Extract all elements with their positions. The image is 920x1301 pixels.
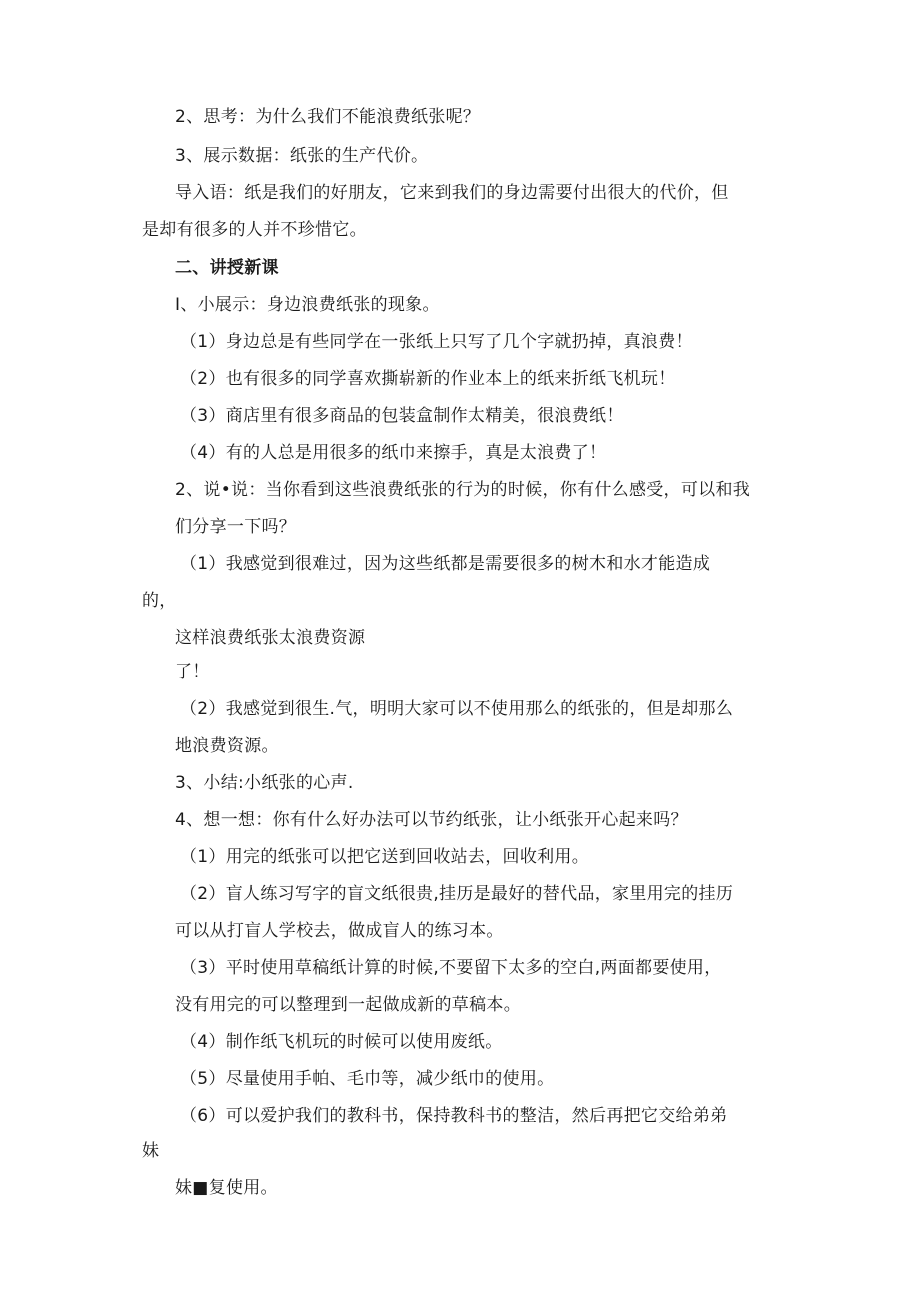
text-line-intro-1: 导入语：纸是我们的好朋友，它来到我们的身边需要付出很大的代价，但 xyxy=(175,183,729,203)
text-line-talk-1: 2、说•说：当你看到这些浪费纸张的行为的时候，你有什么感受，可以和我 xyxy=(175,480,751,500)
idea-6-line-2: 妹 xyxy=(142,1141,160,1161)
text-line-think: 2、思考：为什么我们不能浪费纸张呢？ xyxy=(175,107,481,127)
idea-3-line-2: 没有用完的可以整理到一起做成新的草稿本。 xyxy=(175,995,521,1015)
list-item-2: （2）也有很多的同学喜欢撕崭新的作业本上的纸来折纸飞机玩！ xyxy=(180,369,676,389)
idea-1: （1）用完的纸张可以把它送到回收站去，回收利用。 xyxy=(180,847,590,867)
idea-2-line-2: 可以从打盲人学校去，做成盲人的练习本。 xyxy=(175,921,504,941)
answer-1-line-3: 这样浪费纸张太浪费资源 xyxy=(175,628,366,648)
text-line-intro-2: 是却有很多的人并不珍惜它。 xyxy=(142,220,367,240)
answer-1-line-1: （1）我感觉到很难过，因为这些纸都是需要很多的树木和水才能造成 xyxy=(180,554,711,574)
answer-1-line-2: 的， xyxy=(142,591,177,611)
section-heading: 二、讲授新课 xyxy=(175,258,279,278)
text-line-talk-2: 们分享一下吗？ xyxy=(175,517,297,537)
text-line-data: 3、展示数据：纸张的生产代价。 xyxy=(175,146,429,166)
answer-1-line-4: 了！ xyxy=(175,662,210,682)
idea-2-line-1: （2）盲人练习写字的盲文纸很贵,挂历是最好的替代品，家里用完的挂历 xyxy=(180,884,734,904)
text-line-show: I、小展示：身边浪费纸张的现象。 xyxy=(175,295,440,315)
idea-4: （4）制作纸飞机玩的时候可以使用废纸。 xyxy=(180,1032,503,1052)
answer-2-line-1: （2）我感觉到很生.气，明明大家可以不使用那么的纸张的，但是却那么 xyxy=(180,699,734,719)
idea-6-line-1: （6）可以爱护我们的教科书，保持教科书的整洁，然后再把它交给弟弟 xyxy=(180,1106,728,1126)
text-line-summary: 3、小结:小纸张的心声. xyxy=(175,773,354,793)
idea-6-line-3: 妹■复使用。 xyxy=(175,1178,278,1198)
list-item-4: （4）有的人总是用很多的纸巾来擦手，真是太浪费了！ xyxy=(180,443,607,463)
answer-2-line-2: 地浪费资源。 xyxy=(175,736,279,756)
text-line-think-2: 4、想一想：你有什么好办法可以节约纸张，让小纸张开心起来吗？ xyxy=(175,810,688,830)
list-item-1: （1）身边总是有些同学在一张纸上只写了几个字就扔掉，真浪费！ xyxy=(180,332,693,352)
idea-5: （5）尽量使用手帕、毛巾等，减少纸巾的使用。 xyxy=(180,1069,555,1089)
idea-3-line-1: （3）平时使用草稿纸计算的时候,不要留下太多的空白,两面都要使用， xyxy=(180,958,722,978)
list-item-3: （3）商店里有很多商品的包装盒制作太精美，很浪费纸！ xyxy=(180,406,624,426)
